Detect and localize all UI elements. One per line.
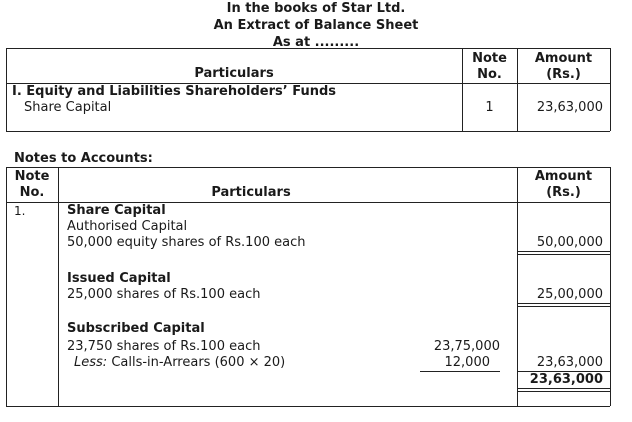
share-capital-heading: Share Capital <box>67 203 166 218</box>
particulars-header: Particulars <box>194 66 274 81</box>
statement-date: As at ......... <box>272 35 360 50</box>
authorised-capital-title: Authorised Capital <box>67 219 188 234</box>
amount-header-line2: (Rs.) <box>546 67 581 82</box>
subscribed-capital-amount: 23,63,000 <box>536 355 603 370</box>
notes-title: Notes to Accounts: <box>14 151 153 166</box>
issued-capital-desc: 25,000 shares of Rs.100 each <box>67 287 261 302</box>
amount-header-line1: Amount <box>534 51 593 66</box>
note-header-line2: No. <box>477 67 502 82</box>
issued-capital-amount: 25,00,000 <box>536 287 603 302</box>
notes-note-header-line1: Note <box>14 169 50 184</box>
note-header-line1: Note <box>472 51 507 66</box>
calls-in-arrears-row <box>74 355 285 371</box>
authorised-capital-amount: 50,00,000 <box>536 235 603 250</box>
item-note-ref: 1 <box>485 100 494 115</box>
notes-particulars-header: Particulars <box>211 185 291 200</box>
note-number: 1. <box>14 204 26 218</box>
share-capital-item: Share Capital <box>24 100 112 115</box>
notes-note-header-line2: No. <box>19 185 45 200</box>
calls-in-arrears-desc: Calls-in-Arrears (600 × 20) <box>111 355 286 370</box>
subscribed-capital-title: Subscribed Capital <box>67 321 205 336</box>
statement-title: An Extract of Balance Sheet <box>213 18 419 33</box>
subscribed-capital-desc: 23,750 shares of Rs.100 each <box>67 339 261 354</box>
notes-amount-header-line2: (Rs.) <box>546 185 581 200</box>
authorised-capital-desc: 50,000 equity shares of Rs.100 each <box>67 235 306 250</box>
company-heading: In the books of Star Ltd. <box>226 1 406 16</box>
total-amount: 23,63,000 <box>529 372 603 387</box>
subscribed-inner-amount: 23,75,000 <box>433 339 500 354</box>
section-heading: I. Equity and Liabilities Shareholders’ Funds <box>12 84 336 99</box>
item-amount: 23,63,000 <box>536 100 603 115</box>
calls-in-arrears-amount: 12,000 <box>444 355 490 370</box>
notes-amount-header-line1: Amount <box>534 169 593 184</box>
less-label: Less: <box>74 355 108 370</box>
issued-capital-title: Issued Capital <box>67 271 171 286</box>
